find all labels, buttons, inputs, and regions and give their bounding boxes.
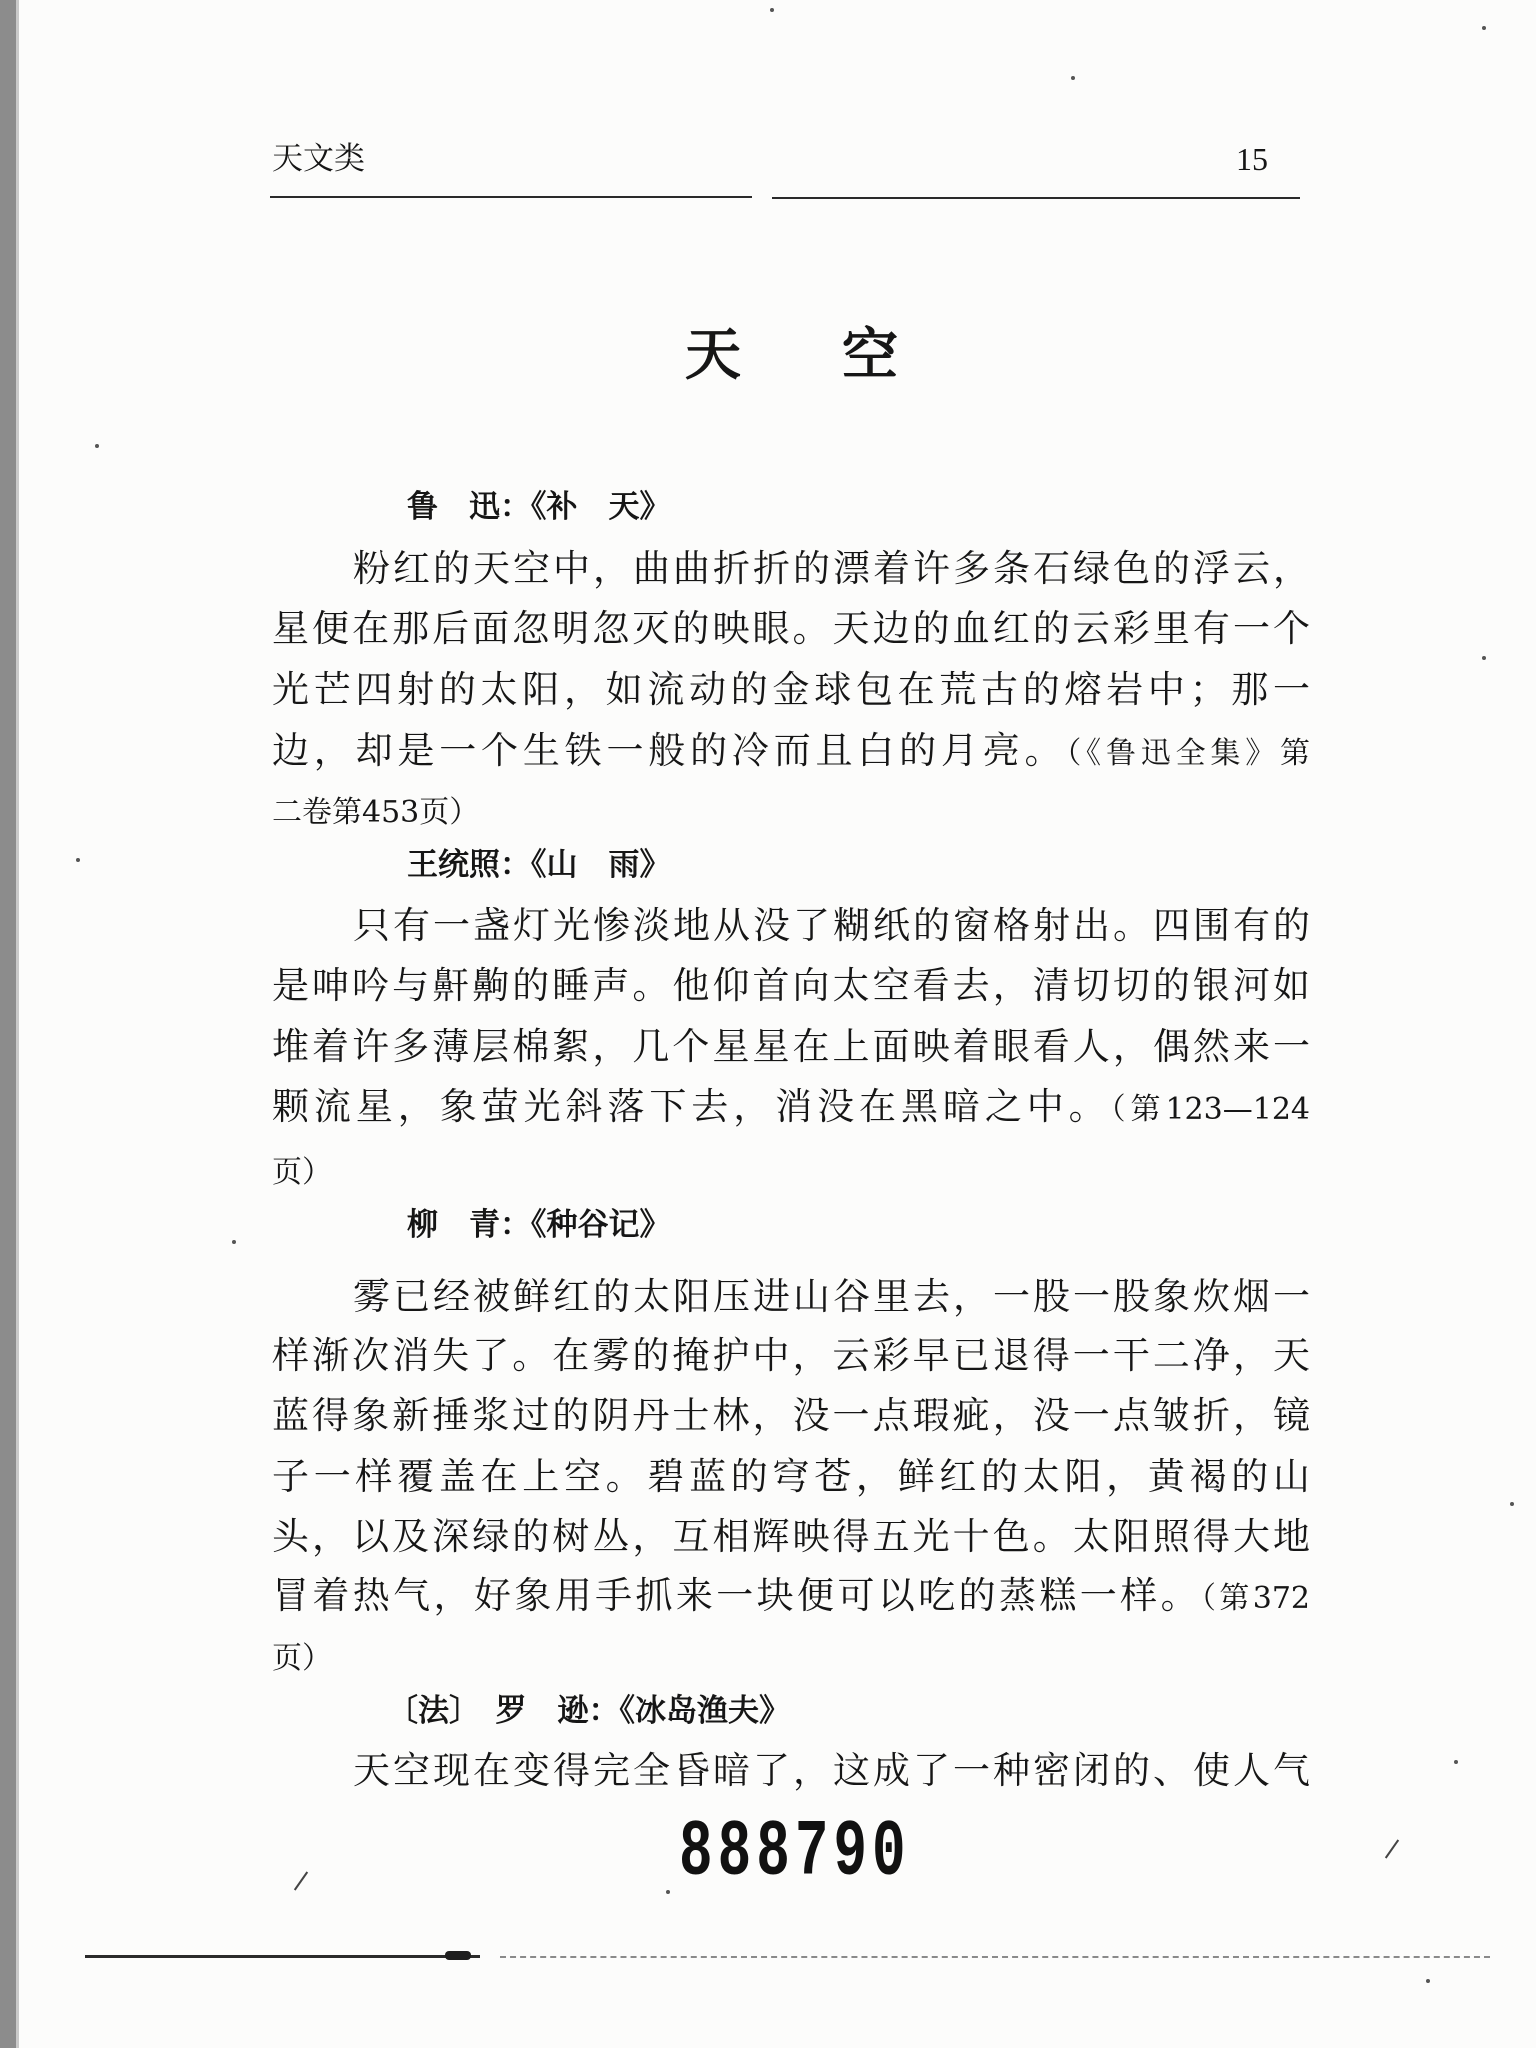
scan-speck (1510, 1502, 1514, 1506)
line-text: 蓝得象新捶浆过的阴丹士林，没一点瑕疵，没一点皱折，镜 (272, 1394, 1310, 1437)
text-line (272, 956, 1310, 1016)
entry-author-source: 〔法〕 罗 逊：《冰岛渔夫》 (387, 1693, 790, 1729)
line-text: 是呻吟与鼾齁的睡声。他仰首向太空看去，清切切的银河如 (272, 964, 1310, 1007)
line-text: 堆着许多薄层棉絮，几个星星在上面映着眼看人，偶然来一 (272, 1025, 1310, 1068)
text-line (272, 599, 1310, 659)
entry-author-source: 王统照：《山 雨》 (407, 847, 671, 883)
page-bottom-edge-mark (445, 1951, 471, 1960)
running-header-section: 天文类 (272, 141, 365, 177)
text-line (272, 1626, 1310, 1686)
scan-speck (232, 1240, 236, 1244)
scan-speck (1482, 656, 1486, 660)
page-bottom-edge-dashes (500, 1956, 1490, 1958)
text-line (272, 660, 1310, 720)
scan-speck (76, 858, 80, 862)
text-line (353, 539, 1310, 599)
header-rule (270, 196, 752, 198)
citation-text: 页） (272, 1641, 332, 1676)
scan-speck (95, 444, 99, 448)
page-bottom-edge-line (85, 1955, 480, 1958)
scan-scratch (294, 1871, 308, 1890)
line-text: 颗流星，象萤光斜落下去，消没在黑暗之中。 (272, 1085, 1111, 1128)
line-text: 天空现在变得完全昏暗了，这成了一种密闭的、使人气 (353, 1749, 1310, 1792)
scan-speck (666, 1890, 670, 1894)
citation-text: （《鲁迅全集》第 (1066, 736, 1311, 771)
citation-text: 页） (272, 1155, 332, 1190)
page-number: 15 (1236, 141, 1268, 177)
scan-scratch (1385, 1839, 1399, 1858)
scan-speck (1454, 1760, 1458, 1764)
header-rule (772, 197, 1300, 199)
entry-author-source: 鲁 迅：《补 天》 (407, 489, 671, 525)
viewer-left-edge-highlight (16, 0, 19, 2048)
line-text: 星便在那后面忽明忽灭的映眼。天边的血红的云彩里有一个 (272, 607, 1310, 650)
scan-speck (1071, 76, 1075, 80)
line-text: 只有一盏灯光惨淡地从没了糊纸的窗格射出。四围有的 (353, 904, 1310, 947)
text-line (272, 1017, 1310, 1077)
text-line (272, 1447, 1310, 1507)
line-text: 冒着热气，好象用手抓来一块便可以吃的蒸糕一样。 (272, 1574, 1201, 1617)
line-text: 子一样覆盖在上空。碧蓝的穹苍，鲜红的太阳，黄褐的山 (272, 1455, 1310, 1498)
citation-text: （第123—124 (1110, 1092, 1310, 1127)
scan-speck (770, 8, 774, 12)
line-text: 样渐次消失了。在雾的掩护中，云彩早已退得一干二净，天 (272, 1334, 1310, 1377)
line-text: 粉红的天空中，曲曲折折的漂着许多条石绿色的浮云， (353, 547, 1310, 590)
text-line (272, 1326, 1310, 1386)
scan-speck (1426, 1979, 1430, 1983)
viewer-left-edge (0, 0, 16, 2048)
citation-text: 二卷第453页） (272, 795, 480, 830)
text-line (272, 721, 1310, 781)
entry-author-source: 柳 青：《种谷记》 (407, 1207, 671, 1243)
stamp-number: 888790 (679, 1806, 911, 1898)
text-line (272, 1507, 1310, 1567)
text-line (353, 896, 1310, 956)
text-line (272, 1566, 1310, 1626)
page-title: 天空 (685, 322, 999, 388)
text-line (353, 1741, 1310, 1801)
text-line (272, 1386, 1310, 1446)
line-text: 边，却是一个生铁一般的冷而且白的月亮。 (272, 729, 1067, 772)
text-line (272, 780, 1310, 840)
line-text: 雾已经被鲜红的太阳压进山谷里去，一股一股象炊烟一 (353, 1275, 1310, 1318)
line-text: 头，以及深绿的树丛，互相辉映得五光十色。太阳照得大地 (272, 1515, 1310, 1558)
text-line (353, 1267, 1310, 1327)
citation-text: （第372 (1200, 1581, 1311, 1616)
text-line (272, 1140, 1310, 1200)
line-text: 光芒四射的太阳，如流动的金球包在荒古的熔岩中；那一 (272, 668, 1310, 711)
scan-speck (1482, 26, 1486, 30)
text-line (272, 1077, 1310, 1137)
